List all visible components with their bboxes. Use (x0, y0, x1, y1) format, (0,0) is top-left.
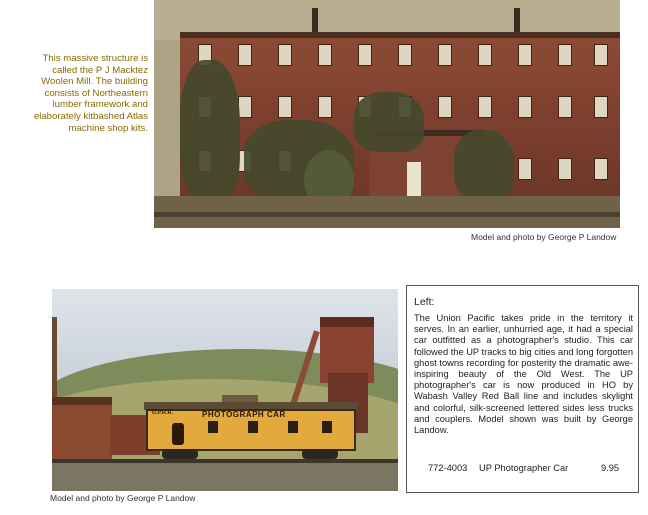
mill-chimney (312, 8, 318, 32)
mill-window (478, 44, 492, 66)
description-text: The Union Pacific takes pride in the territory it serves. In an earlier, unhurried age, it had a special car outfitted as a photographer's studio. This car followed the UP tracks to big cities and long forgotten ghost towns recording for posterity the dramatic awe-inspiring beauty of the Old West. The UP photographer's car is now produced in HO by Wabash Valley Red Ball line and includes skylight and colorful, silk-screened lettered sides less trucks and couplers. Model shown was built by George Landow. (414, 313, 633, 436)
mill-photo-credit: Model and photo by George P Landow (471, 232, 617, 242)
ivy-foliage (180, 60, 240, 200)
mill-window (594, 96, 608, 118)
mill-window (518, 96, 532, 118)
product-name: UP Photographer Car (479, 463, 569, 473)
car-lettering: PHOTOGRAPH CAR (202, 410, 286, 419)
product-price: 9.95 (601, 463, 620, 473)
mill-window (278, 96, 292, 118)
mill-door (407, 162, 421, 196)
car-truck (302, 449, 338, 459)
mill-window (358, 44, 372, 66)
mill-window (438, 44, 452, 66)
mill-window (518, 158, 532, 180)
car-window (322, 421, 332, 433)
woolen-mill-photo (154, 0, 620, 228)
shed (52, 397, 112, 465)
photograph-car-photo (52, 289, 398, 491)
mill-window (398, 44, 412, 66)
mill-window (478, 96, 492, 118)
car-window (288, 421, 298, 433)
mill-window (558, 158, 572, 180)
product-number: 772-4003 (428, 463, 468, 473)
railroad-track (52, 459, 398, 463)
mill-window (318, 96, 332, 118)
ivy-foliage (354, 92, 424, 152)
mill-window (238, 96, 252, 118)
description-label: Left: (414, 296, 435, 308)
car-truck (162, 449, 198, 459)
car-window (248, 421, 258, 433)
mill-window (594, 158, 608, 180)
mill-chimney (514, 8, 520, 32)
car-window (208, 421, 218, 433)
mill-window (558, 96, 572, 118)
mill-window (438, 96, 452, 118)
mill-window (518, 44, 532, 66)
train-photo-credit: Model and photo by George P Landow (50, 493, 196, 503)
mill-window (238, 44, 252, 66)
mill-window (318, 44, 332, 66)
photographer-figure (172, 423, 184, 445)
mill-window (594, 44, 608, 66)
mill-window (278, 44, 292, 66)
car-side-lettering: U.P.R.R. (152, 410, 173, 416)
telegraph-pole (52, 317, 57, 397)
railroad-track (154, 212, 620, 217)
mill-caption: This massive structure is called the P J Macktez Woolen Mill. The building consists of Northeastern lumber framework and elaborately kitbashed Atlas machine shop kits. (33, 53, 148, 134)
train-ground (52, 459, 398, 491)
ivy-foliage (454, 130, 514, 200)
mill-window (558, 44, 572, 66)
